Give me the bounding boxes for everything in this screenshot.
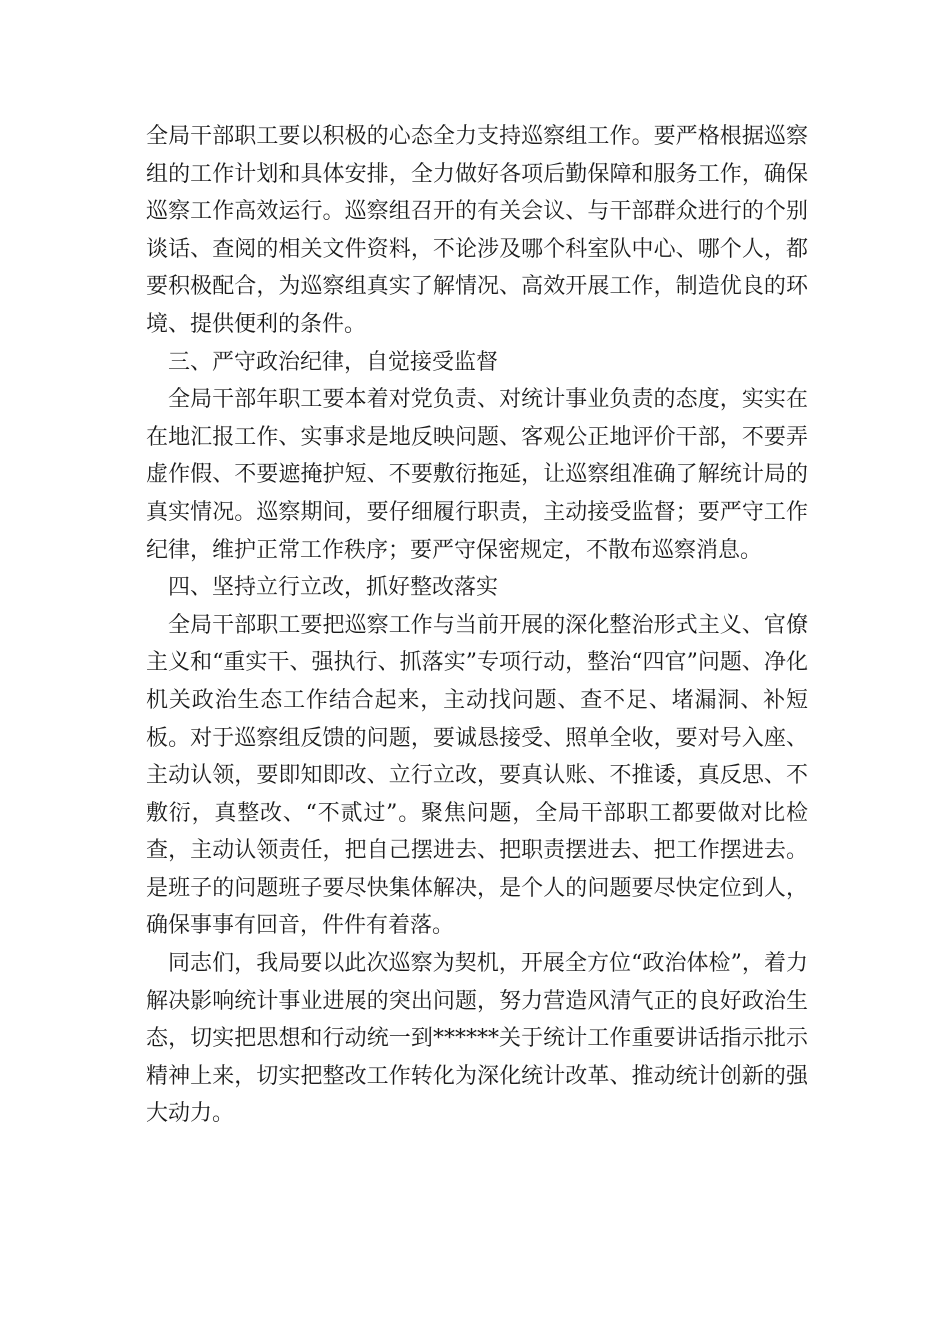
paragraph-political-discipline: 全局干部年职工要本着对党负责、对统计事业负责的态度，实实在在地汇报工作、实事求是地反映问题、客观公正地评价干部，不要弄虚作假、不要遮掩护短、不要敷衍拖延，让巡察组准确了解统计局的真实情况。巡察期间，要仔细履行职责，主动接受监督；要严守工作纪律，维护正常工作秩序；要严守保密规定，不散布巡察消息。 xyxy=(146,387,808,563)
document-body xyxy=(146,118,808,1133)
section-heading-three: 三、严守政治纪律，自觉接受监督 xyxy=(168,349,499,375)
paragraph-rectification: 全局干部职工要把巡察工作与当前开展的深化整治形式主义、官僚主义和“重实干、强执行、抓落实”专项行动，整治“四官”问题、净化机关政治生态工作结合起来，主动找问题、查不足、堵漏洞、补短板。对于巡察组反馈的问题，要诚恳接受、照单全收，要对号入座、主动认领，要即知即改、立行立改，要真认账、不推诿，真反思、不敷衍，真整改、“不贰过”。聚焦问题，全局干部职工都要做对比检查，主动认领责任，把自己摆进去、把职责摆进去、把工作摆进去。是班子的问题班子要尽快集体解决，是个人的问题要尽快定位到人，确保事事有回音，件件有着落。 xyxy=(146,612,808,939)
section-heading-four: 四、坚持立行立改，抓好整改落实 xyxy=(168,575,499,601)
paragraph-closing: 同志们，我局要以此次巡察为契机，开展全方位“政治体检”，着力解决影响统计事业进展的突出问题，努力营造风清气正的良好政治生态，切实把思想和行动统一到******关于统计工作重要讲话指示批示精神上来，切实把整改工作转化为深化统计改革、推动统计创新的强大动力。 xyxy=(146,951,808,1127)
paragraph-support-inspection: 全局干部职工要以积极的心态全力支持巡察组工作。要严格根据巡察组的工作计划和具体安排，全力做好各项后勤保障和服务工作，确保巡察工作高效运行。巡察组召开的有关会议、与干部群众进行的个别谈话、查阅的相关文件资料，不论涉及哪个科室队中心、哪个人，都要积极配合，为巡察组真实了解情况、高效开展工作，制造优良的环境、提供便利的条件。 xyxy=(146,124,808,337)
